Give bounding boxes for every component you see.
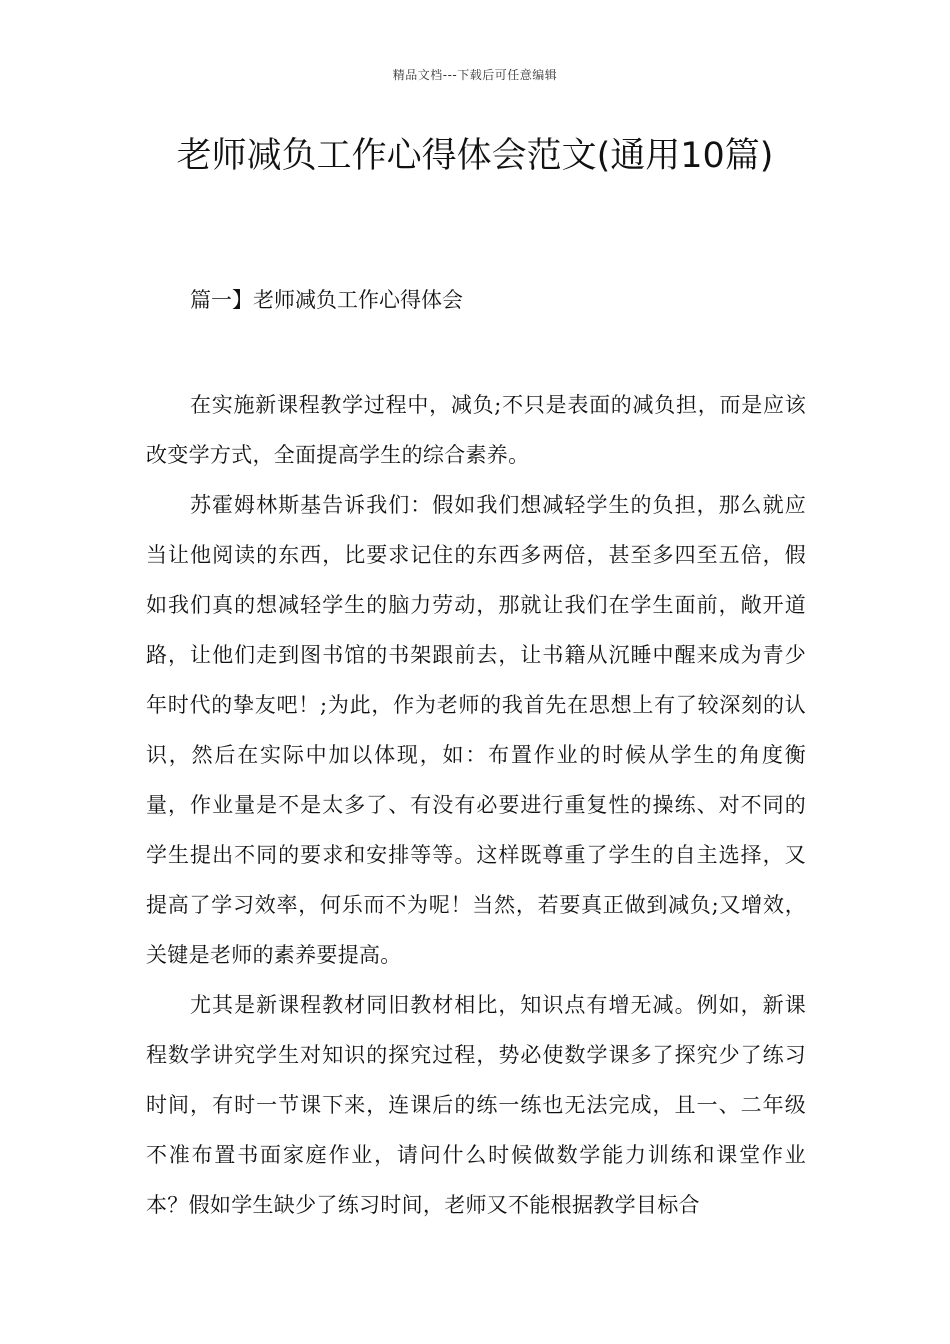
paragraph: 尤其是新课程教材同旧教材相比，知识点有增无减。例如，新课程数学讲究学生对知识的探究过程，势必使数学课多了探究少了练习时间，有时一节课下来，连课后的练一练也无法完成，且一、二年级不准布置书面家庭作业，请问什么时候做数学能力训练和课堂作业本？假如学生缺少了练习时间，老师又不能根据教学目标合 [146,993,806,1217]
body-text [146,380,806,1230]
page-title: 老师减负工作心得体会范文(通用10篇) [176,136,774,176]
header-note: 精品文档---下载后可任意编辑 [392,68,558,82]
paragraph: 在实施新课程教学过程中，减负;不只是表面的减负担，而是应该改变学方式，全面提高学生的综合素养。 [146,393,806,467]
section-heading: 篇一】老师减负工作心得体会 [190,288,463,312]
paragraph: 苏霍姆林斯基告诉我们：假如我们想减轻学生的负担，那么就应当让他阅读的东西，比要求记住的东西多两倍，甚至多四至五倍，假如我们真的想减轻学生的脑力劳动，那就让我们在学生面前，敞开道路，让他们走到图书馆的书架跟前去，让书籍从沉睡中醒来成为青少年时代的挚友吧！;为此，作为老师的我首先在思想上有了较深刻的认识，然后在实际中加以体现，如：布置作业的时候从学生的角度衡量，作业量是不是太多了、有没有必要进行重复性的操练、对不同的学生提出不同的要求和安排等等。这样既尊重了学生的自主选择，又提高了学习效率，何乐而不为呢！当然，若要真正做到减负;又增效，关键是老师的素养要提高。 [146,493,806,967]
